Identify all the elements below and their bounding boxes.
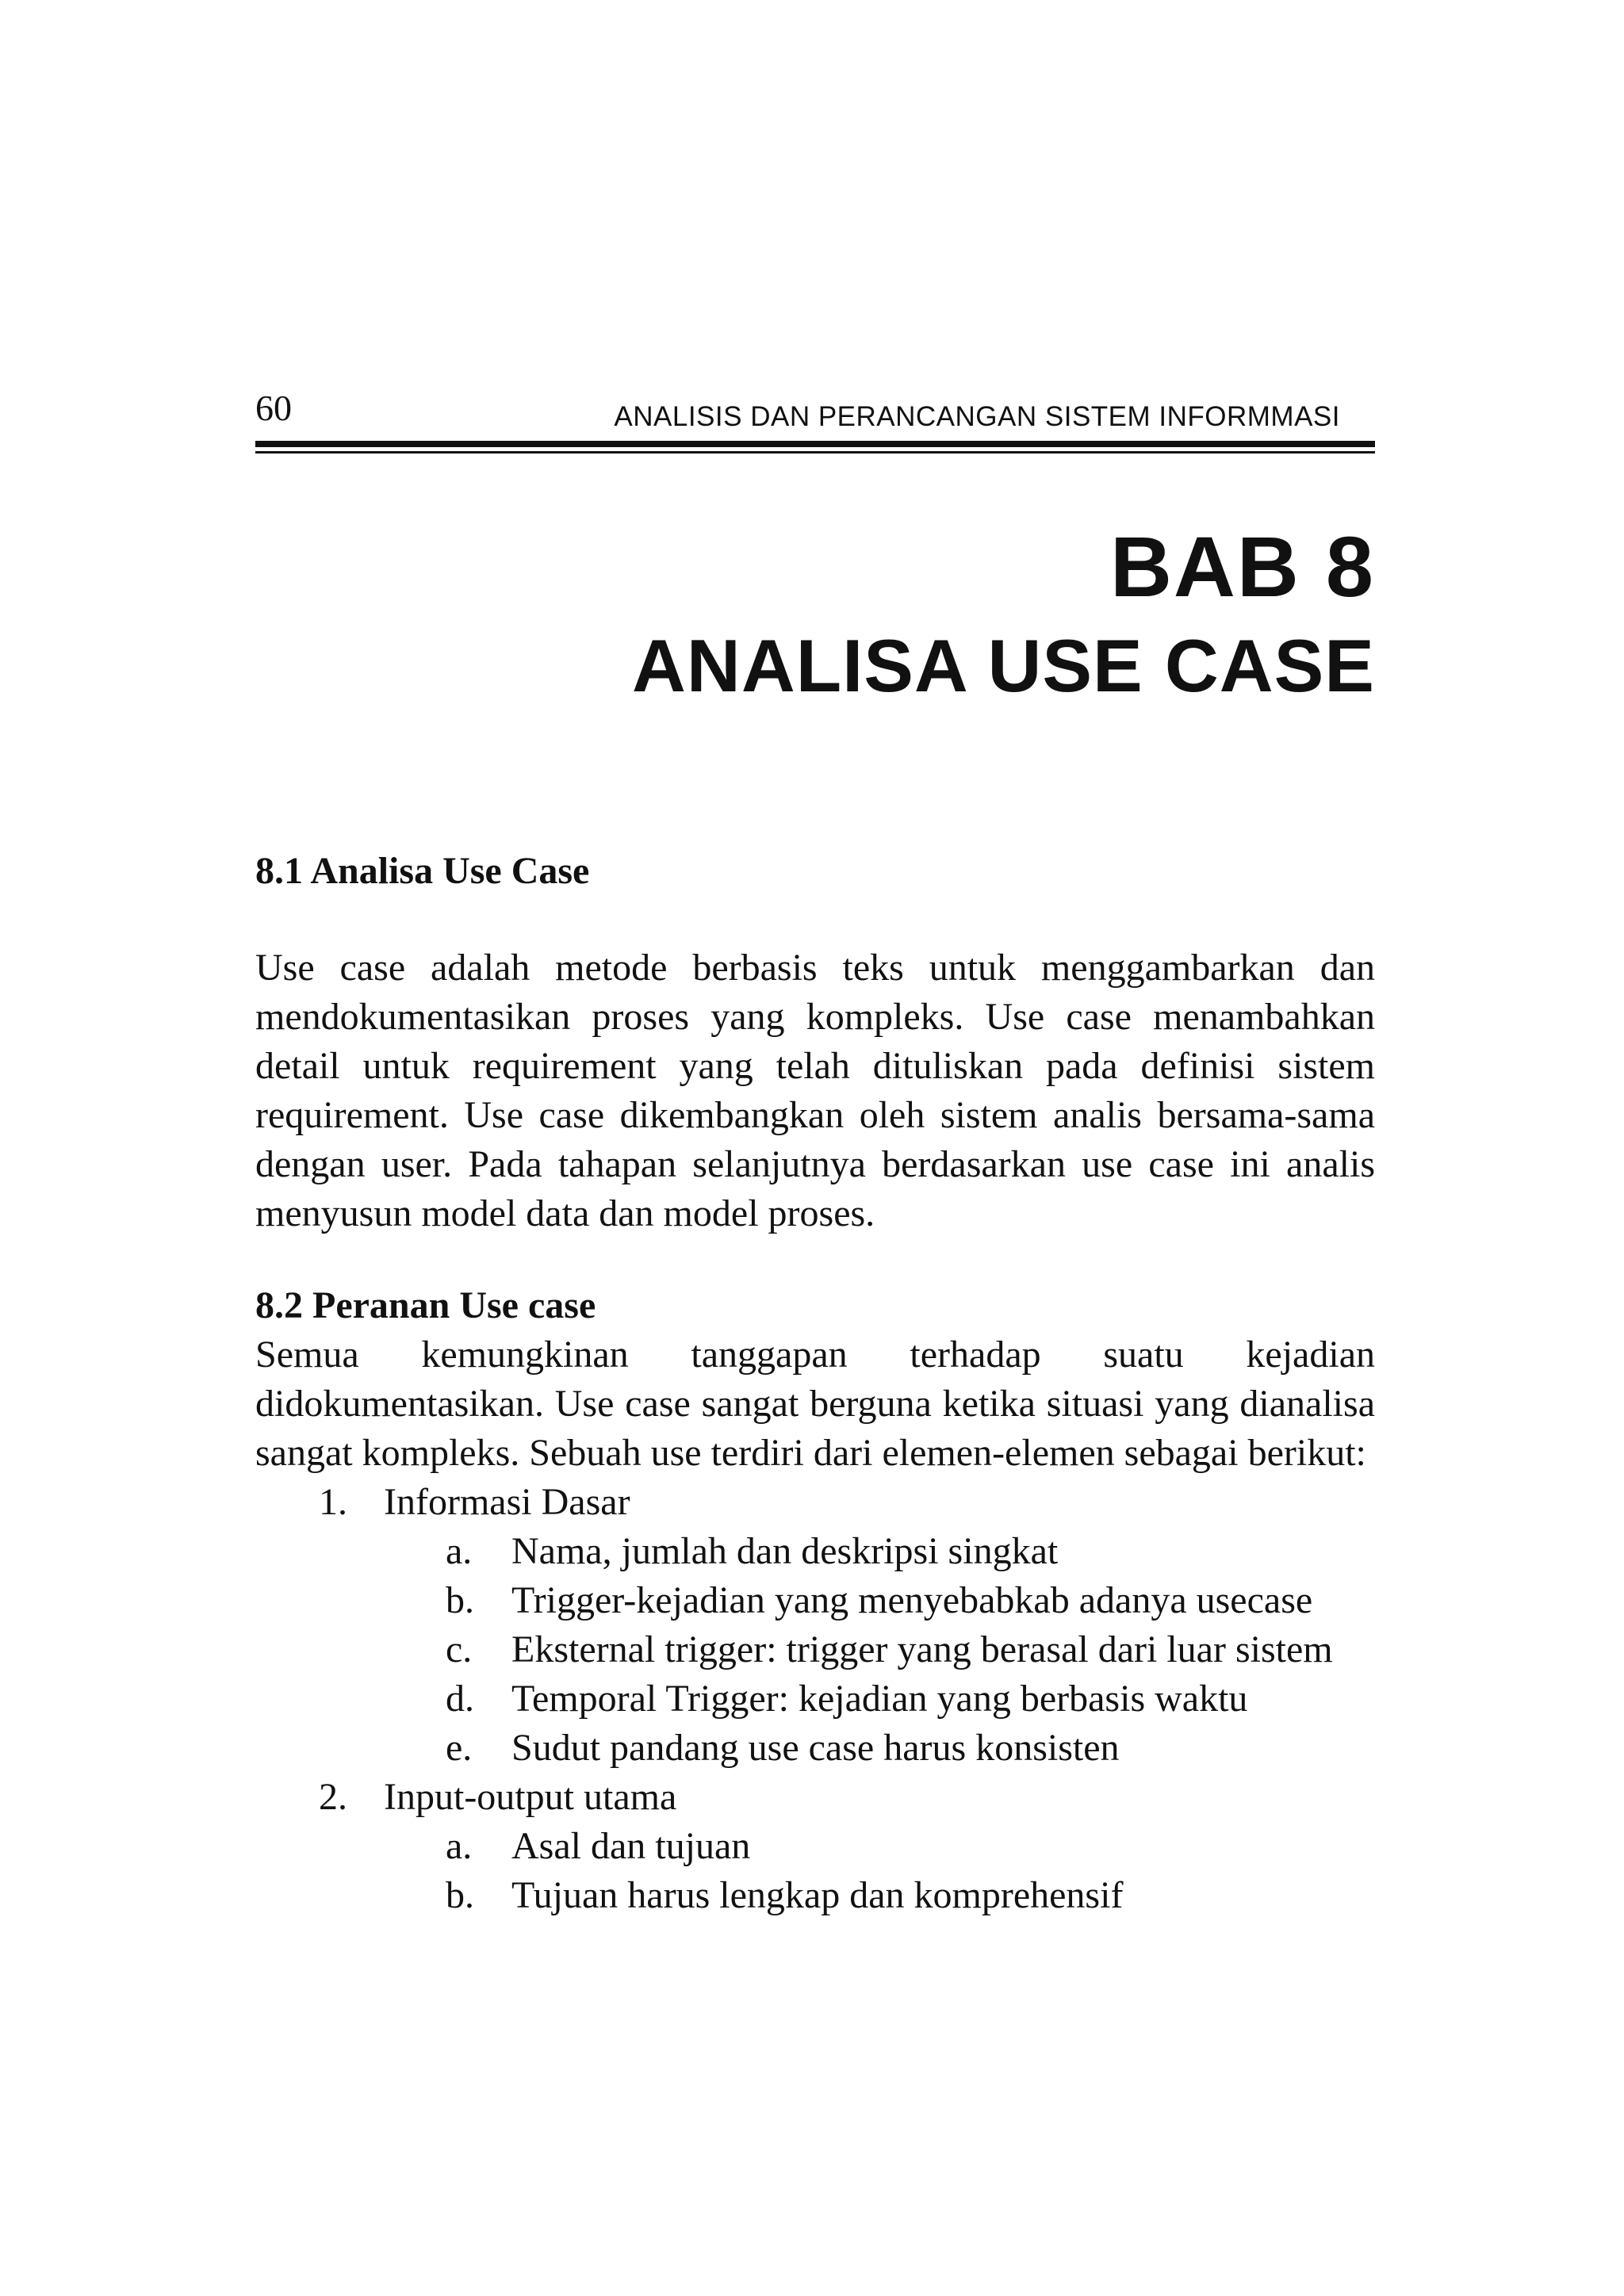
chapter-number: BAB 8: [1109, 519, 1375, 614]
sub-list-marker: a.: [446, 1825, 473, 1867]
list-item: [255, 1478, 1375, 1773]
sub-list-text: Asal dan tujuan: [511, 1825, 751, 1867]
list-item: [255, 1773, 1375, 1920]
sub-list-item: [255, 1724, 1375, 1773]
element-list: [255, 1478, 1375, 1920]
sub-list-marker: b.: [446, 1874, 474, 1916]
list-marker: 1.: [319, 1481, 347, 1523]
header-rule-thin: [255, 451, 1375, 453]
sub-list-marker: c.: [446, 1628, 473, 1670]
sub-list-marker: d.: [446, 1678, 474, 1720]
section-paragraph: Use case adalah metode berbasis teks untuk menggambarkan dan mendokumentasikan proses yang kompleks. Use case menambahkan detail untuk requirement yang telah dituliskan pada definisi sistem requirement. Use case dikembangkan oleh sistem analis bersama-sama dengan user. Pada tahapan selanjutnya berdasarkan use case ini analis menyusun model data dan model proses.: [255, 947, 1375, 1234]
sub-list-item: [255, 1527, 1375, 1576]
sub-list-marker: e.: [446, 1727, 473, 1769]
sub-list-text: Temporal Trigger: kejadian yang berbasis waktu: [511, 1678, 1248, 1720]
section-heading: 8.2 Peranan Use case: [255, 1284, 596, 1326]
list-item-label: Input-output utama: [384, 1776, 677, 1818]
sub-list-item: [255, 1576, 1375, 1625]
sub-list-text: Tujuan harus lengkap dan komprehensif: [511, 1874, 1124, 1916]
page-header: [255, 379, 1375, 458]
sub-list-marker: b.: [446, 1579, 474, 1621]
section-paragraph: Semua kemungkinan tanggapan terhadap suatu kejadian didokumentasikan. Use case sangat berguna ketika situasi yang dianalisa sangat kompleks. Sebuah use terdiri dari elemen-elemen sebagai berikut:: [255, 1334, 1375, 1474]
sub-list-text: Trigger-kejadian yang menyebabkab adanya usecase: [511, 1579, 1313, 1621]
sub-list-item: [255, 1871, 1375, 1920]
running-title: ANALISIS DAN PERANCANGAN SISTEM INFORMMASI: [614, 401, 1340, 432]
page-number: 60: [255, 388, 292, 428]
sub-list-text: Eksternal trigger: trigger yang berasal dari luar sistem: [511, 1628, 1333, 1670]
sub-list-item: [255, 1674, 1375, 1724]
chapter-heading: [255, 515, 1375, 714]
sub-list-text: Sudut pandang use case harus konsisten: [511, 1727, 1120, 1769]
list-marker: 2.: [319, 1776, 347, 1818]
spacer: [255, 896, 1375, 943]
sub-list: [255, 1527, 1375, 1773]
spacer: [255, 1238, 1375, 1281]
sub-list-item: [255, 1625, 1375, 1674]
body-text: [255, 847, 1375, 1920]
sub-list-item: [255, 1822, 1375, 1871]
list-item-label: Informasi Dasar: [384, 1481, 630, 1523]
header-rule-thick: [255, 441, 1375, 447]
sub-list-text: Nama, jumlah dan deskripsi singkat: [511, 1530, 1059, 1572]
sub-list: [255, 1822, 1375, 1920]
section-heading: 8.1 Analisa Use Case: [255, 850, 590, 892]
chapter-title: ANALISA USE CASE: [632, 624, 1375, 707]
sub-list-marker: a.: [446, 1530, 473, 1572]
